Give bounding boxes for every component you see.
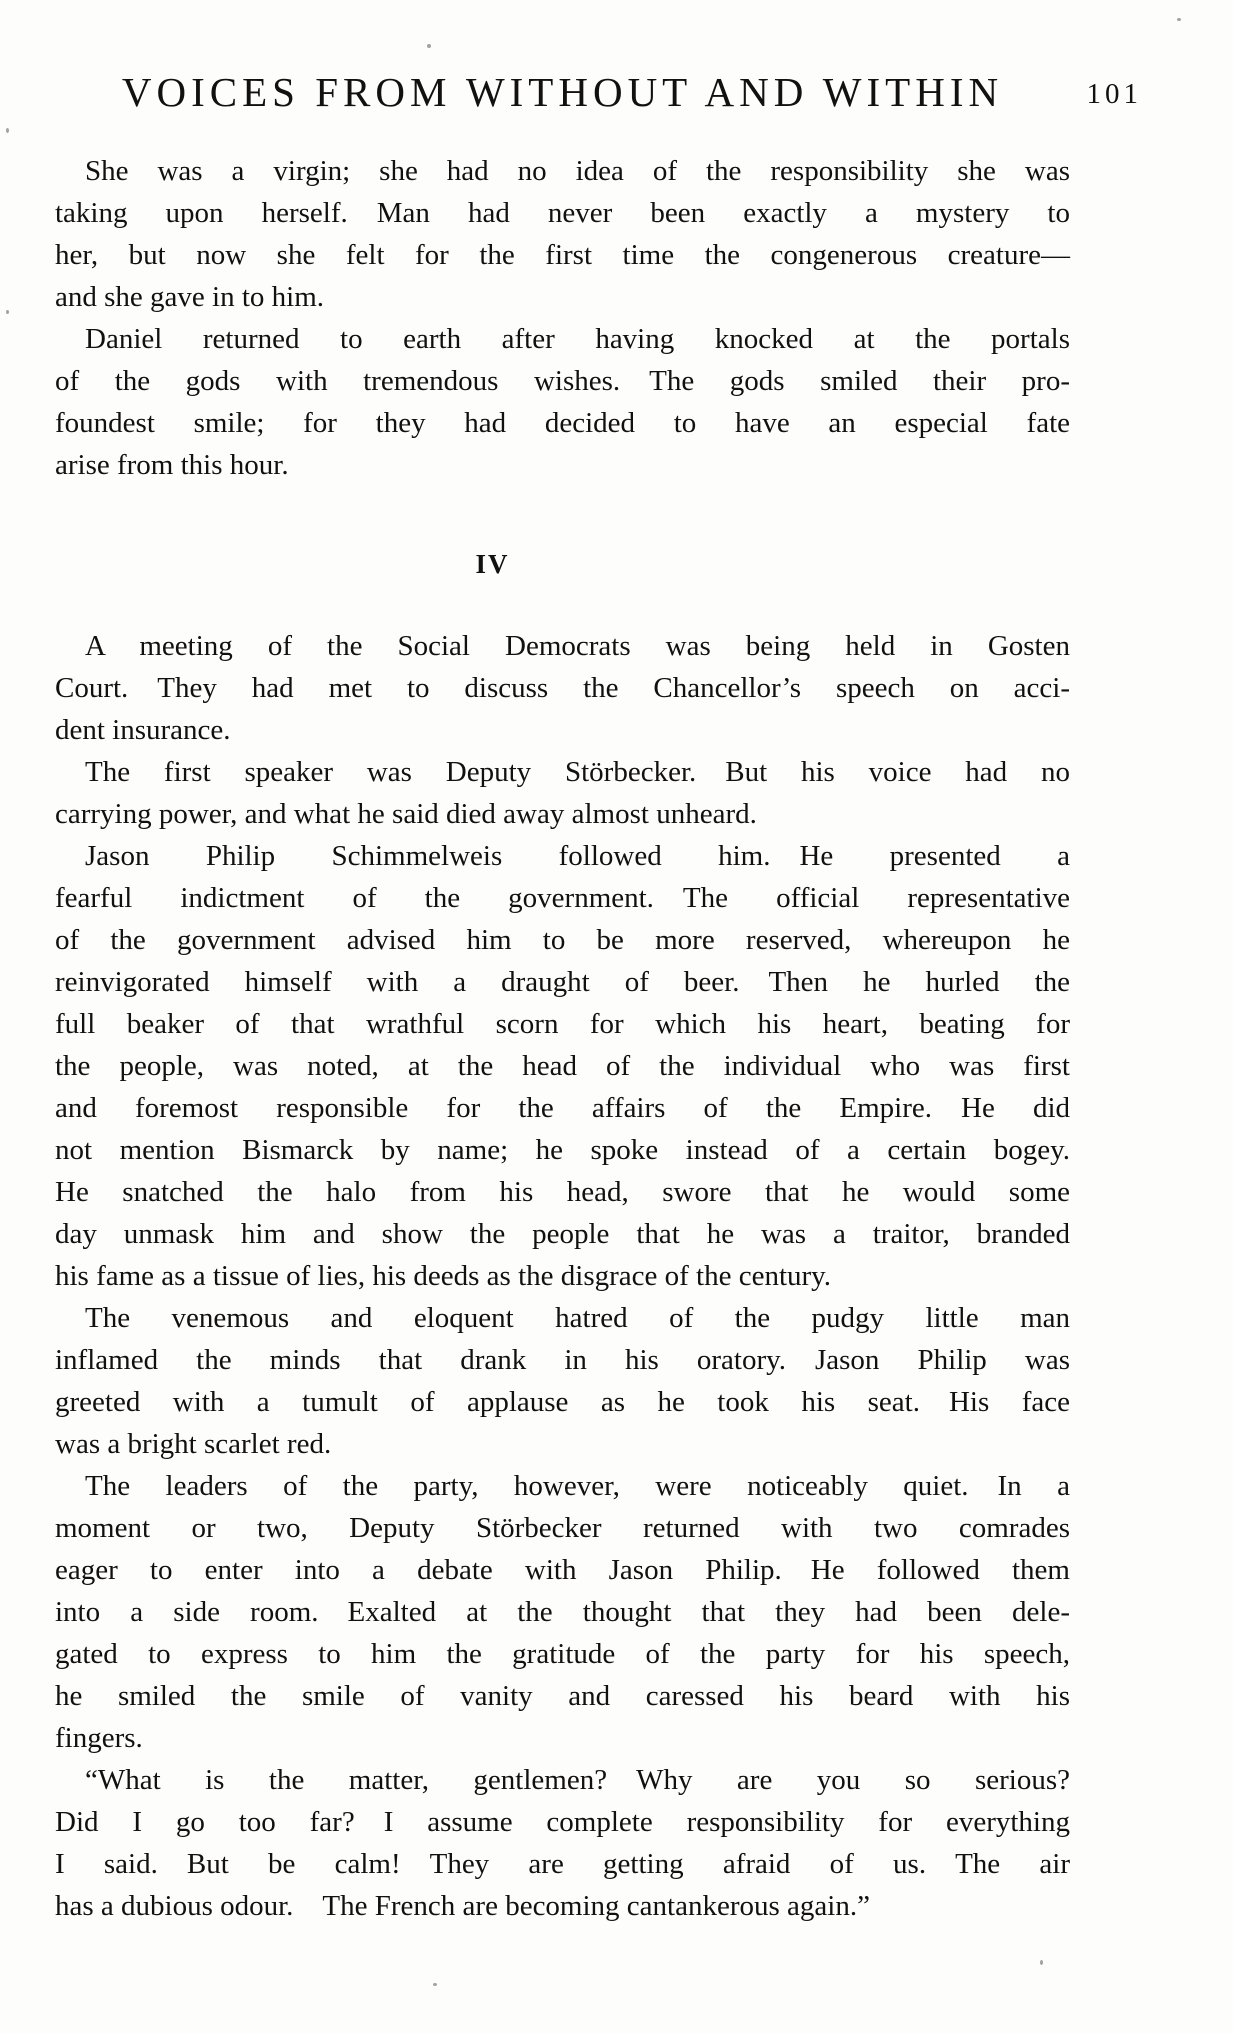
paragraph [55, 150, 1070, 318]
text-line: arise from this hour. [55, 449, 289, 481]
text-line: Jason Philip Schimmelweis followed him. He presented a [85, 840, 1070, 872]
scan-speck [6, 310, 9, 314]
text-line: and she gave in to him. [55, 281, 325, 313]
text-line: and foremost responsible for the affairs of the Empire. He did [55, 1092, 1070, 1124]
text-line: carrying power, and what he said died away almost unheard. [55, 798, 757, 830]
text-line: taking upon herself. Man had never been exactly a mystery to [55, 197, 1070, 229]
text-line: he smiled the smile of vanity and caressed his beard with his [55, 1680, 1070, 1712]
text-line: reinvigorated himself with a draught of beer. Then he hurled the [55, 966, 1070, 998]
text-line: “What is the matter, gentlemen? Why are you so serious? [85, 1764, 1070, 1796]
text-line: I said. But be calm! They are getting afraid of us. The air [55, 1848, 1070, 1880]
text-line: dent insurance. [55, 714, 231, 746]
text-line: eager to enter into a debate with Jason Philip. He followed them [55, 1554, 1070, 1586]
text-line: Did I go too far? I assume complete responsibility for everything [55, 1806, 1070, 1838]
text-line: moment or two, Deputy Störbecker returned with two comrades [55, 1512, 1070, 1544]
paragraph [55, 835, 1070, 1297]
body-text [55, 150, 1070, 1927]
scan-speck [433, 1983, 437, 1986]
text-line: not mention Bismarck by name; he spoke instead of a certain bogey. [55, 1134, 1070, 1166]
paragraph [55, 625, 1070, 751]
scan-speck [6, 128, 9, 133]
text-line: day unmask him and show the people that he was a traitor, branded [55, 1218, 1070, 1250]
text-line: Daniel returned to earth after having knocked at the portals [85, 323, 1070, 355]
text-line: his fame as a tissue of lies, his deeds as the disgrace of the century. [55, 1260, 832, 1292]
scan-speck [1177, 18, 1181, 21]
text-line: He snatched the halo from his head, swore that he would some [55, 1176, 1070, 1208]
running-head [55, 68, 1142, 116]
text-line: The venemous and eloquent hatred of the pudgy little man [85, 1302, 1070, 1334]
text-line: Court. They had met to discuss the Chancellor’s speech on acci- [55, 672, 1070, 704]
text-line: The leaders of the party, however, were noticeably quiet. In a [85, 1470, 1070, 1502]
text-line: was a bright scarlet red. [55, 1428, 332, 1460]
text-line: She was a virgin; she had no idea of the responsibility she was [85, 155, 1070, 187]
text-line: of the gods with tremendous wishes. The gods smiled their pro- [55, 365, 1070, 397]
chapter-title: VOICES FROM WITHOUT AND WITHIN [121, 69, 1004, 115]
text-line: greeted with a tumult of applause as he took his seat. His face [55, 1386, 1070, 1418]
paragraph [55, 1297, 1070, 1465]
text-line: her, but now she felt for the first time the congenerous creature— [55, 239, 1070, 271]
paragraph [55, 751, 1070, 835]
text-line: gated to express to him the gratitude of the party for his speech, [55, 1638, 1070, 1670]
scan-speck [427, 44, 431, 48]
text-line: A meeting of the Social Democrats was being held in Gosten [85, 630, 1070, 662]
paragraph [55, 318, 1070, 486]
text-line: of the government advised him to be more reserved, whereupon he [55, 924, 1070, 956]
text-line: has a dubious odour. The French are becoming cantankerous again.” [55, 1890, 870, 1922]
text-line: into a side room. Exalted at the thought that they had been dele- [55, 1596, 1070, 1628]
text-line: foundest smile; for they had decided to have an especial fate [55, 407, 1070, 439]
text-line: the people, was noted, at the head of the individual who was first [55, 1050, 1070, 1082]
text-line: fingers. [55, 1722, 143, 1754]
page-number: 101 [1086, 78, 1142, 110]
text-line: inflamed the minds that drank in his oratory. Jason Philip was [55, 1344, 1070, 1376]
paragraph [55, 1759, 1070, 1927]
text-line: The first speaker was Deputy Störbecker. But his voice had no [85, 756, 1070, 788]
section-heading: IV [475, 549, 510, 579]
scan-speck [1040, 1960, 1043, 1965]
paragraph [55, 1465, 1070, 1759]
text-line: fearful indictment of the government. The official representative [55, 882, 1070, 914]
text-line: full beaker of that wrathful scorn for which his heart, beating for [55, 1008, 1070, 1040]
